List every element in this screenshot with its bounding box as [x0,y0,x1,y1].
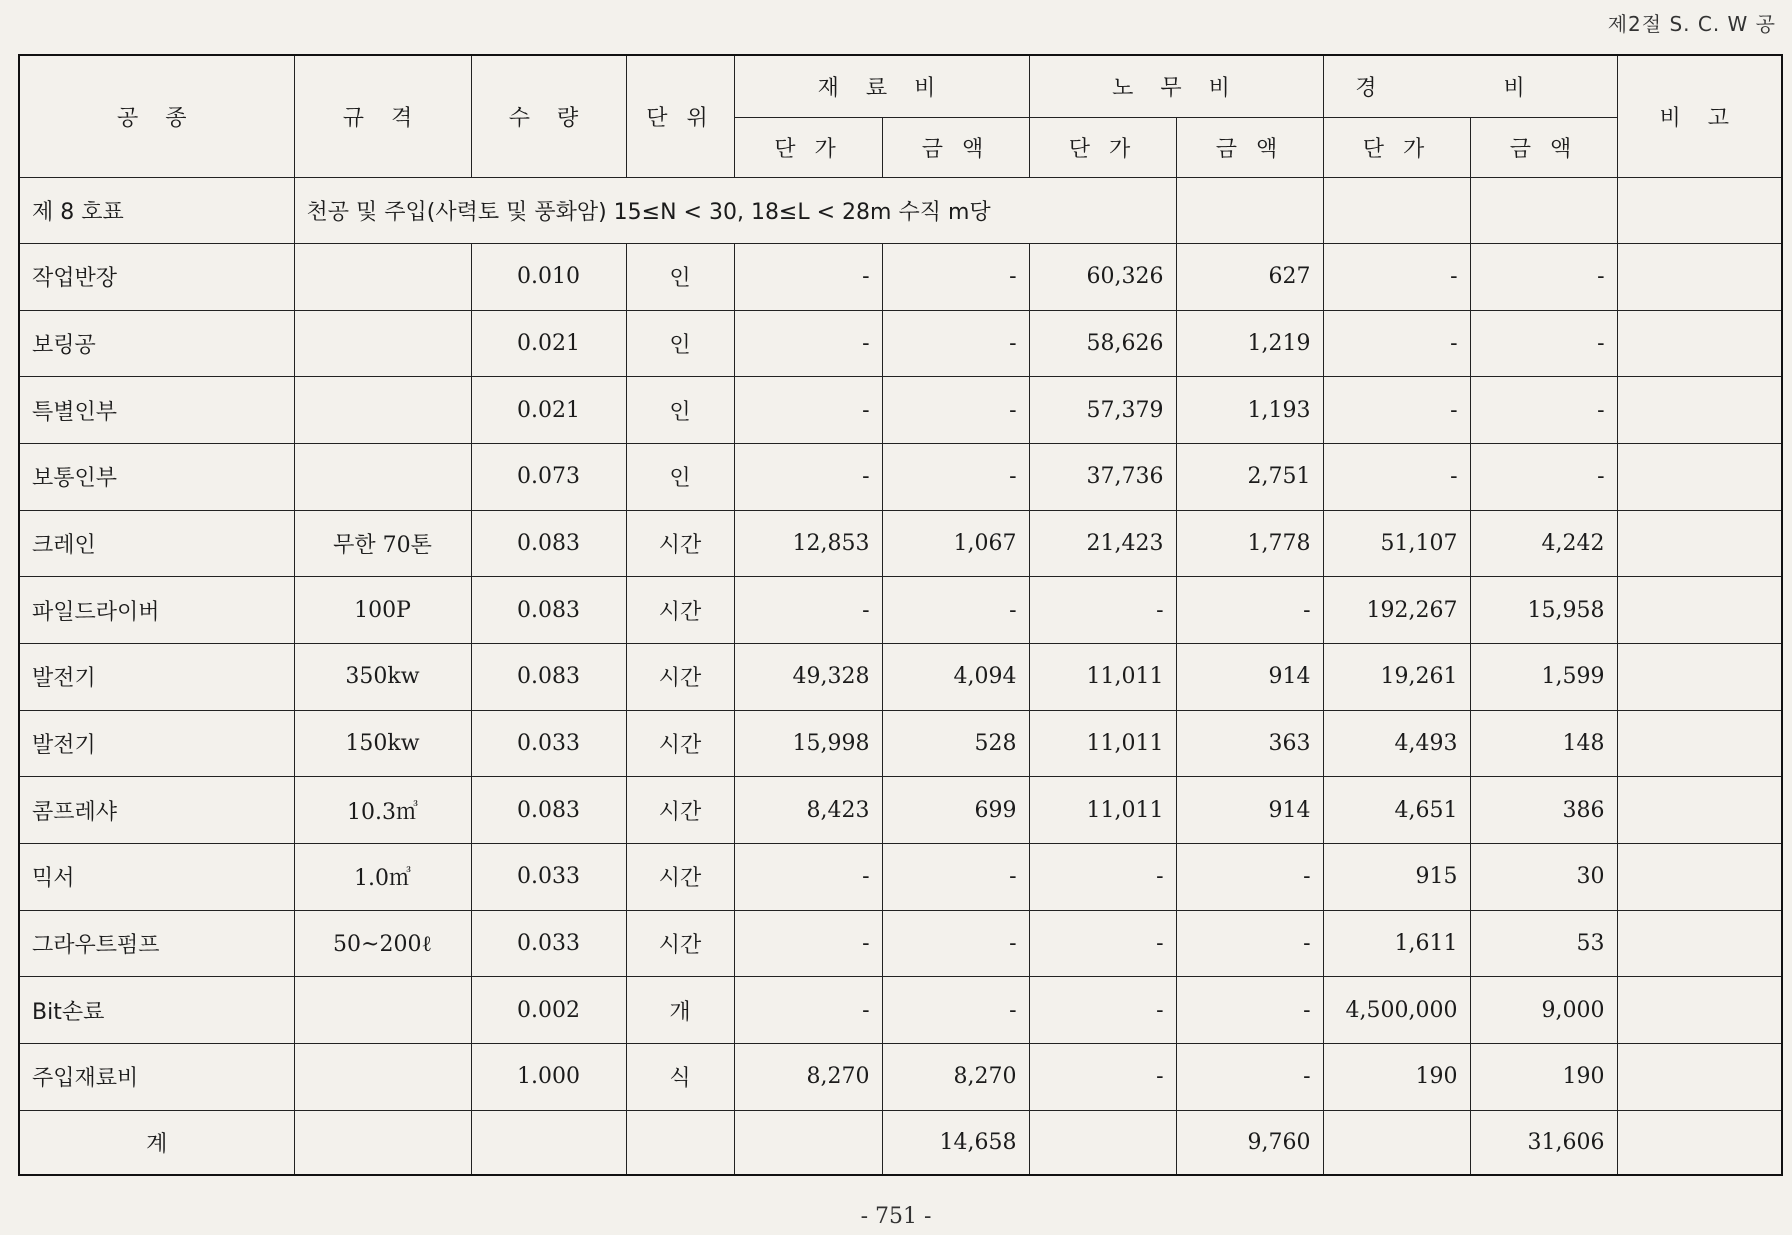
material-amount: 8,270 [882,1044,1029,1111]
item-name: 주입재료비 [19,1044,294,1111]
material-unit-price: 49,328 [734,644,882,711]
expense-unit-price: 190 [1323,1044,1470,1111]
total-material-amount: 14,658 [882,1110,1029,1175]
labor-unit-price: 11,011 [1029,644,1176,711]
spec-cell [294,977,471,1044]
item-name: 발전기 [19,644,294,711]
material-unit-price: 8,270 [734,1044,882,1111]
item-name: 특별인부 [19,377,294,444]
section-label: 제 8 호표 [19,177,294,244]
material-amount: - [882,577,1029,644]
expense-unit-price: 51,107 [1323,510,1470,577]
labor-amount: 1,778 [1176,510,1323,577]
item-name: 발전기 [19,710,294,777]
expense-amount: 1,599 [1470,644,1617,711]
remark-cell [1617,977,1782,1044]
header-item: 공 종 [19,55,294,177]
remark-cell [1617,1044,1782,1111]
unit-cell: 인 [626,444,734,511]
material-amount: 699 [882,777,1029,844]
expense-unit-price: 4,500,000 [1323,977,1470,1044]
table-row [19,844,1782,911]
item-name: 그라우트펌프 [19,910,294,977]
labor-amount: 2,751 [1176,444,1323,511]
table-row [19,777,1782,844]
total-label: 계 [19,1110,294,1175]
table-row [19,244,1782,311]
total-labor-amount: 9,760 [1176,1110,1323,1175]
labor-amount: 1,193 [1176,377,1323,444]
unit-cell: 시간 [626,777,734,844]
spec-cell: 150kw [294,710,471,777]
spec-cell [294,1044,471,1111]
empty-cell [626,1110,734,1175]
table-row [19,577,1782,644]
empty-cell [1323,177,1470,244]
page-header: 제2절 S. C. W 공 [1607,12,1776,36]
spec-cell [294,244,471,311]
item-name: Bit손료 [19,977,294,1044]
empty-cell [1617,177,1782,244]
header-expense-unit-price: 단 가 [1323,117,1470,177]
material-unit-price: - [734,844,882,911]
unit-cell: 시간 [626,577,734,644]
expense-unit-price: - [1323,244,1470,311]
item-name: 보통인부 [19,444,294,511]
qty-cell: 0.083 [471,644,626,711]
qty-cell: 0.083 [471,510,626,577]
table-row [19,977,1782,1044]
labor-unit-price: 11,011 [1029,710,1176,777]
table-row [19,310,1782,377]
item-name: 믹서 [19,844,294,911]
labor-unit-price: 11,011 [1029,777,1176,844]
labor-unit-price: 37,736 [1029,444,1176,511]
labor-unit-price: - [1029,977,1176,1044]
material-amount: - [882,444,1029,511]
remark-cell [1617,310,1782,377]
table-row [19,710,1782,777]
labor-amount: - [1176,577,1323,644]
header-material-unit-price: 단 가 [734,117,882,177]
labor-amount: 1,219 [1176,310,1323,377]
qty-cell: 0.033 [471,910,626,977]
spec-cell [294,444,471,511]
material-amount: 1,067 [882,510,1029,577]
header-expense-amount: 금 액 [1470,117,1617,177]
labor-amount: - [1176,844,1323,911]
qty-cell: 1.000 [471,1044,626,1111]
header-spec: 규 격 [294,55,471,177]
remark-cell [1617,244,1782,311]
table-row [19,377,1782,444]
unit-cell: 식 [626,1044,734,1111]
labor-unit-price: - [1029,1044,1176,1111]
empty-cell [734,1110,882,1175]
qty-cell: 0.021 [471,310,626,377]
unit-cell: 시간 [626,844,734,911]
qty-cell: 0.033 [471,844,626,911]
expense-unit-price: 915 [1323,844,1470,911]
expense-amount: 53 [1470,910,1617,977]
total-expense-amount: 31,606 [1470,1110,1617,1175]
labor-unit-price: - [1029,577,1176,644]
remark-cell [1617,444,1782,511]
spec-cell [294,377,471,444]
remark-cell [1617,644,1782,711]
header-labor: 노 무 비 [1029,55,1323,117]
expense-amount: 148 [1470,710,1617,777]
page-number: - 751 - [860,1204,932,1229]
expense-unit-price: 4,493 [1323,710,1470,777]
item-name: 파일드라이버 [19,577,294,644]
labor-amount: 363 [1176,710,1323,777]
expense-amount: - [1470,444,1617,511]
qty-cell: 0.083 [471,577,626,644]
spec-cell: 무한 70톤 [294,510,471,577]
labor-amount: 914 [1176,644,1323,711]
labor-amount: 914 [1176,777,1323,844]
material-amount: - [882,977,1029,1044]
material-amount: - [882,377,1029,444]
qty-cell: 0.002 [471,977,626,1044]
labor-unit-price: 60,326 [1029,244,1176,311]
labor-unit-price: - [1029,844,1176,911]
labor-amount: 627 [1176,244,1323,311]
expense-amount: - [1470,377,1617,444]
material-unit-price: 12,853 [734,510,882,577]
material-unit-price: - [734,977,882,1044]
spec-cell: 10.3㎥ [294,777,471,844]
item-name: 크레인 [19,510,294,577]
remark-cell [1617,844,1782,911]
qty-cell: 0.033 [471,710,626,777]
cost-table [18,54,1783,1176]
empty-cell [1617,1110,1782,1175]
spec-cell: 100P [294,577,471,644]
qty-cell: 0.010 [471,244,626,311]
labor-amount: - [1176,977,1323,1044]
remark-cell [1617,510,1782,577]
empty-cell [1323,1110,1470,1175]
material-amount: 528 [882,710,1029,777]
material-amount: 4,094 [882,644,1029,711]
unit-cell: 시간 [626,910,734,977]
labor-unit-price: - [1029,910,1176,977]
remark-cell [1617,910,1782,977]
material-unit-price: - [734,377,882,444]
expense-amount: 386 [1470,777,1617,844]
spec-cell [294,310,471,377]
header-unit: 단 위 [626,55,734,177]
expense-unit-price: 19,261 [1323,644,1470,711]
qty-cell: 0.021 [471,377,626,444]
qty-cell: 0.073 [471,444,626,511]
material-amount: - [882,244,1029,311]
table-row [19,1044,1782,1111]
section-row [19,177,1782,244]
header-qty: 수 량 [471,55,626,177]
material-amount: - [882,310,1029,377]
remark-cell [1617,377,1782,444]
expense-unit-price: - [1323,444,1470,511]
labor-unit-price: 21,423 [1029,510,1176,577]
material-amount: - [882,844,1029,911]
unit-cell: 시간 [626,510,734,577]
labor-amount: - [1176,910,1323,977]
remark-cell [1617,710,1782,777]
material-unit-price: - [734,577,882,644]
unit-cell: 인 [626,377,734,444]
material-unit-price: - [734,444,882,511]
header-remark: 비 고 [1617,55,1782,177]
material-unit-price: - [734,244,882,311]
expense-amount: 30 [1470,844,1617,911]
expense-unit-price: - [1323,310,1470,377]
expense-unit-price: 192,267 [1323,577,1470,644]
remark-cell [1617,577,1782,644]
unit-cell: 개 [626,977,734,1044]
material-amount: - [882,910,1029,977]
table-row [19,510,1782,577]
material-unit-price: - [734,310,882,377]
remark-cell [1617,777,1782,844]
material-unit-price: 8,423 [734,777,882,844]
spec-cell: 1.0㎥ [294,844,471,911]
unit-cell: 인 [626,244,734,311]
unit-cell: 인 [626,310,734,377]
unit-cell: 시간 [626,644,734,711]
header-labor-amount: 금 액 [1176,117,1323,177]
header-expense: 경 비 [1323,55,1617,117]
labor-unit-price: 57,379 [1029,377,1176,444]
table-row [19,644,1782,711]
empty-cell [1470,177,1617,244]
total-row [19,1110,1782,1175]
material-unit-price: 15,998 [734,710,882,777]
table-row [19,910,1782,977]
empty-cell [294,1110,471,1175]
expense-amount: - [1470,310,1617,377]
spec-cell: 50~200ℓ [294,910,471,977]
material-unit-price: - [734,910,882,977]
item-name: 작업반장 [19,244,294,311]
expense-unit-price: - [1323,377,1470,444]
empty-cell [471,1110,626,1175]
labor-unit-price: 58,626 [1029,310,1176,377]
item-name: 콤프레샤 [19,777,294,844]
expense-unit-price: 4,651 [1323,777,1470,844]
expense-amount: 190 [1470,1044,1617,1111]
item-name: 보링공 [19,310,294,377]
header-labor-unit-price: 단 가 [1029,117,1176,177]
table-row [19,444,1782,511]
empty-cell [1029,1110,1176,1175]
expense-amount: - [1470,244,1617,311]
expense-unit-price: 1,611 [1323,910,1470,977]
section-description: 천공 및 주입(사력토 및 풍화암) 15≤N < 30, 18≤L < 28m 수직 m당 [294,177,1176,244]
labor-amount: - [1176,1044,1323,1111]
empty-cell [1176,177,1323,244]
header-material-amount: 금 액 [882,117,1029,177]
expense-amount: 15,958 [1470,577,1617,644]
qty-cell: 0.083 [471,777,626,844]
expense-amount: 9,000 [1470,977,1617,1044]
header-row-1 [19,55,1782,117]
unit-cell: 시간 [626,710,734,777]
spec-cell: 350kw [294,644,471,711]
expense-amount: 4,242 [1470,510,1617,577]
header-material: 재 료 비 [734,55,1029,117]
